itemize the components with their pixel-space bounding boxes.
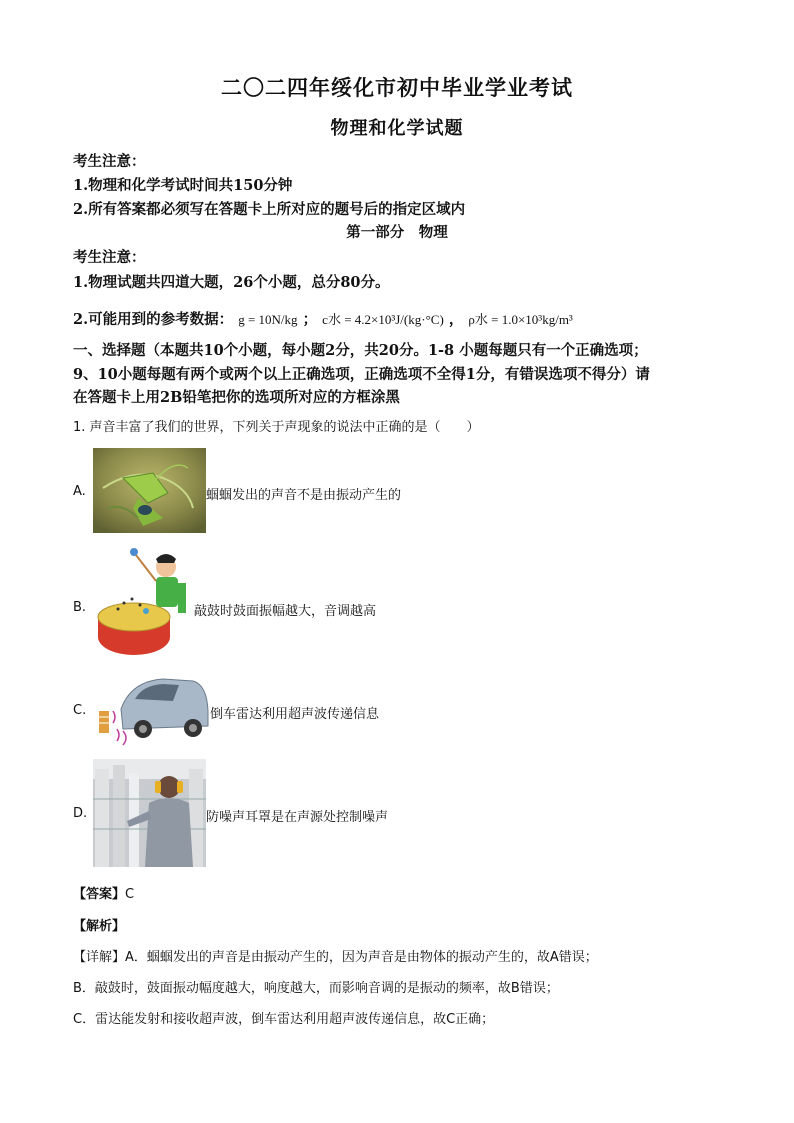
notice-item: 2.所有答案都必须写在答题卡上所对应的题号后的指定区域内 xyxy=(73,201,466,218)
exam-title: 二〇二四年绥化市初中毕业学业考试 xyxy=(221,75,573,100)
option-d-text: 防噪声耳罩是在声源处控制噪声 xyxy=(206,810,389,825)
option-c-text: 倒车雷达利用超声波传递信息 xyxy=(210,707,380,722)
answer-value: C xyxy=(125,887,135,902)
formula-specific-heat: c水 = 4.2×10³J/(kg·°C) xyxy=(322,312,444,327)
question-stem: 1. 声音丰富了我们的世界，下列关于声现象的说法中正确的是（ ） xyxy=(73,420,480,435)
car-radar-image xyxy=(93,671,210,746)
option-d-letter: D. xyxy=(73,806,88,821)
analysis-detail: 【详解】A．蝈蝈发出的声音是由振动产生的，因为声音是由物体的振动产生的，故A错误； xyxy=(73,950,598,965)
part-instructions: 一、选择题（本题共10个小题，每小题2分，共20分。1-8 小题每题只有一个正确选项； xyxy=(73,342,648,359)
notice-item: 1.物理和化学考试时间共150分钟 xyxy=(73,177,293,194)
option-a-letter: A. xyxy=(73,484,86,499)
earmuff-worker-image xyxy=(93,759,206,867)
separator: ， xyxy=(448,311,464,328)
notice-heading: 考生注意： xyxy=(73,153,146,170)
option-a-text: 蝈蝈发出的声音不是由振动产生的 xyxy=(206,488,402,503)
analysis-detail: C．雷达能发射和接收超声波，倒车雷达利用超声波传递信息，故C正确； xyxy=(73,1012,495,1027)
option-c-letter: C. xyxy=(73,703,87,718)
exam-subtitle: 物理和化学试题 xyxy=(330,118,464,139)
separator: ； xyxy=(302,311,318,328)
drum-image xyxy=(94,545,194,660)
analysis-detail: B．敲鼓时，鼓面振动幅度越大，响度越大，而影响音调的是振动的频率，故B错误； xyxy=(73,981,559,996)
reference-data-line xyxy=(73,308,573,329)
formula-density: ρ水 = 1.0×10³kg/m³ xyxy=(468,312,573,327)
option-b-letter: B. xyxy=(73,600,87,615)
answer-line xyxy=(73,883,134,902)
formula-g: g = 10N/kg xyxy=(238,312,298,327)
part-instructions: 9、10小题每题有两个或两个以上正确选项，正确选项不全得1分，有错误选项不得分）请 xyxy=(73,366,650,383)
notice-item: 1.物理试题共四道大题，26个小题，总分80分。 xyxy=(73,274,390,291)
part-instructions: 在答题卡上用2B铅笔把你的选项所对应的方框涂黑 xyxy=(73,389,400,406)
grasshopper-image xyxy=(93,448,206,533)
notice-heading: 考生注意： xyxy=(73,249,146,266)
answer-label: 【答案】 xyxy=(73,887,126,902)
option-b-text: 敲鼓时鼓面振幅越大，音调越高 xyxy=(194,604,377,619)
reference-data-label: 2.可能用到的参考数据： xyxy=(73,311,234,328)
analysis-label: 【解析】 xyxy=(73,919,126,934)
section-title: 第一部分 物理 xyxy=(346,224,448,241)
